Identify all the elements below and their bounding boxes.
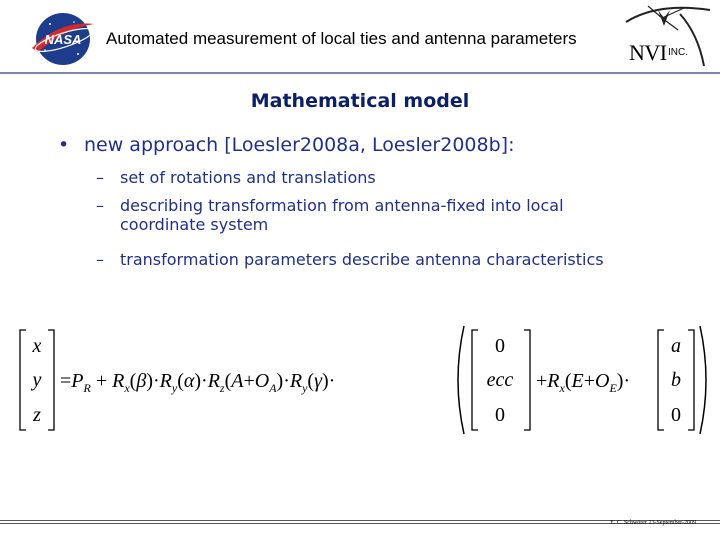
nasa-logo [30,10,96,68]
vec-a-3: 0 [495,404,505,426]
nvi-logo-suffix: INC. [668,47,688,58]
nasa-logo-text: NASA [44,32,82,47]
sub-item-3 [96,250,604,269]
sub-item-1 [96,168,376,187]
nvi-logo-text: NVI [629,40,667,65]
sub-item-text: describing transformation from antenna-fixed into local [120,196,564,215]
lhs-z: z [33,404,41,426]
bullet-item [58,134,514,156]
slide-title: Mathematical model [250,90,470,112]
equation [18,322,718,440]
dash-marker: – [96,250,104,269]
dash-marker: – [96,168,104,187]
equation-expression-part2: $+R_x(E+O_E)\cdot$ [536,370,631,395]
sub-item-text-continued: coordinate system [120,215,269,234]
bullet-text: new approach [Loesler2008a, Loesler2008b]: [84,134,515,156]
dash-marker: – [96,196,104,215]
lhs-x: x [32,335,42,357]
vec-b-1: a [671,335,681,357]
bullet-marker: • [58,134,70,156]
vec-b-2: b [671,369,681,391]
header-divider [0,72,720,74]
vec-a-1: 0 [495,335,505,357]
sub-item-text: transformation parameters describe antenna characteristics [120,250,604,269]
sub-item-2 [96,196,564,234]
lhs-y: y [32,369,42,391]
vec-b-3: 0 [671,404,681,426]
sub-item-text: set of rotations and translations [120,168,376,187]
vec-a-2: ecc [486,369,514,391]
equation-expression-part1: $=P_R + R_x(\beta)\cdot R_y(\alpha)\cdot R_z(A+O_A)\cdot R_y(\gamma)\cdot$ [60,370,336,395]
footer-text: E. C. Schwörer 23-September-2009 [610,520,696,526]
header-title: Automated measurement of local ties and antenna parameters [106,29,577,48]
